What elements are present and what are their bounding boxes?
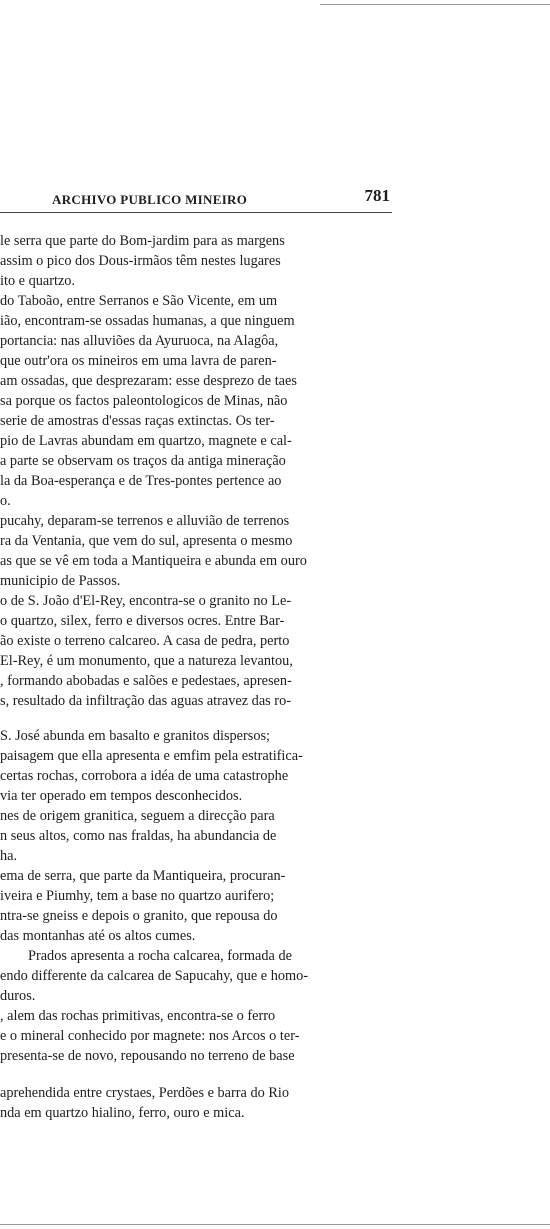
- page-number: 781: [364, 186, 390, 205]
- text-line: la da Boa-esperança e de Tres-pontes pertence ao: [0, 473, 282, 489]
- text-line: am ossadas, que desprezaram: esse desprezo de taes: [0, 373, 297, 389]
- text-line: paisagem que ella apresenta e emfim pela estratifica-: [0, 748, 303, 764]
- header-title: ARCHIVO PUBLICO MINEIRO: [52, 192, 248, 207]
- text-line: pio de Lavras abundam em quartzo, magnete e cal-: [0, 433, 292, 449]
- text-line: iveira e Piumhy, tem a base no quartzo aurifero;: [0, 888, 275, 904]
- text-line: assim o pico dos Dous-irmãos têm nestes lugares: [0, 253, 281, 269]
- text-line: a parte se observam os traços da antiga mineração: [0, 453, 286, 469]
- text-line: ião, encontram-se ossadas humanas, a que ninguem: [0, 313, 295, 329]
- text-line: pucahy, deparam-se terrenos e alluvião de terrenos: [0, 513, 290, 529]
- text-line: do Taboão, entre Serranos e São Vicente, em um: [0, 293, 278, 309]
- text-line: Prados apresenta a rocha calcarea, formada de: [28, 948, 292, 964]
- text-line: s, resultado da infiltração das aguas atravez das ro-: [0, 693, 291, 709]
- text-line: duros.: [0, 988, 36, 1004]
- text-line: S. José abunda em basalto e granitos dispersos;: [0, 728, 271, 744]
- text-line: nda em quartzo hialino, ferro, ouro e mica.: [0, 1105, 245, 1121]
- text-line: ntra-se gneiss e depois o granito, que repousa do: [0, 908, 278, 924]
- text-line: o.: [0, 493, 11, 509]
- text-line: via ter operado em tempos desconhecidos.: [0, 788, 243, 804]
- text-line: e o mineral conhecido por magnete: nos Arcos o ter-: [0, 1028, 300, 1044]
- text-line: municipio de Passos.: [0, 573, 121, 589]
- text-line: portancia: nas alluviões da Ayuruoca, na Alagôa,: [0, 333, 279, 349]
- text-line: n seus altos, como nas fraldas, ha abundancia de: [0, 828, 277, 844]
- text-line: ão existe o terreno calcareo. A casa de pedra, perto: [0, 633, 290, 649]
- text-line: ema de serra, que parte da Mantiqueira, procuran-: [0, 868, 286, 884]
- text-line: , alem das rochas primitivas, encontra-se o ferro: [0, 1008, 276, 1024]
- text-line: certas rochas, corrobora a idéa de uma catastrophe: [0, 768, 289, 784]
- text-line: El-Rey, é um monumento, que a natureza levantou,: [0, 653, 293, 669]
- text-line: ha.: [0, 848, 18, 864]
- text-line: ito e quartzo.: [0, 273, 76, 289]
- text-line: o de S. João d'El-Rey, encontra-se o granito no Le-: [0, 593, 292, 609]
- running-header: [0, 186, 392, 216]
- text-line: ra da Ventania, que vem do sul, apresenta o mesmo: [0, 533, 293, 549]
- header-rule: [0, 212, 392, 213]
- text-line: nes de origem granitica, seguem a direcção para: [0, 808, 275, 824]
- text-line: aprehendida entre crystaes, Perdões e barra do Rio: [0, 1085, 289, 1101]
- text-line: das montanhas até os altos cumes.: [0, 928, 196, 944]
- text-line: endo differente da calcarea de Sapucahy, que e homo-: [0, 968, 309, 984]
- top-edge-mark: [320, 4, 550, 5]
- text-line: presenta-se de novo, repousando no terreno de base: [0, 1048, 295, 1064]
- text-line: as que se vê em toda a Mantiqueira e abunda em ouro: [0, 553, 307, 569]
- bottom-edge-mark: [0, 1224, 550, 1225]
- text-line: sa porque os factos paleontologicos de Minas, não: [0, 393, 288, 409]
- text-line: serie de amostras d'essas raças extinctas. Os ter-: [0, 413, 275, 429]
- text-line: que outr'ora os mineiros em uma lavra de paren-: [0, 353, 277, 369]
- text-line: le serra que parte do Bom-jardim para as margens: [0, 233, 285, 249]
- text-line: o quartzo, silex, ferro e diversos ocres. Entre Bar-: [0, 613, 285, 629]
- text-line: , formando abobadas e salões e pedestaes, apresen-: [0, 673, 292, 689]
